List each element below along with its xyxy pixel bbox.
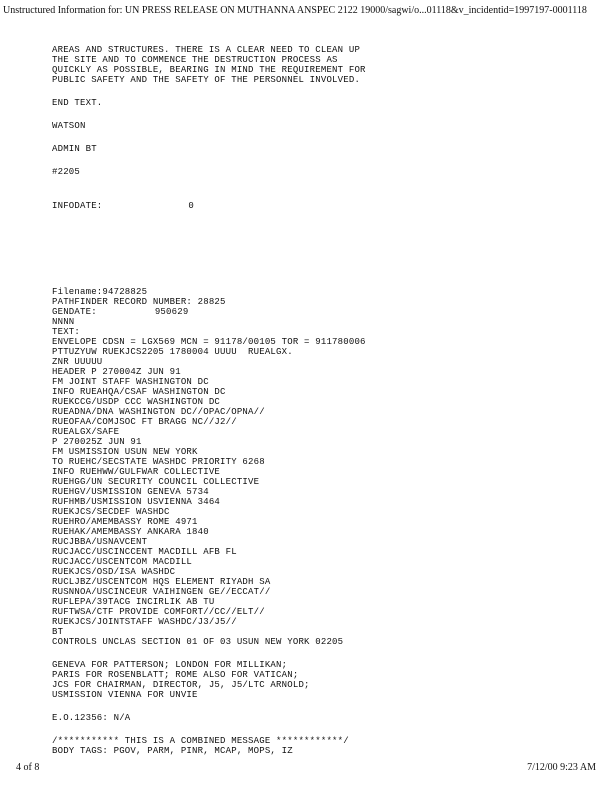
message-line: RUCJACC/USCINCCENT MACDILL AFB FL: [52, 547, 237, 557]
message-line: RUEKCCG/USDP CCC WASHINGTON DC: [52, 397, 221, 407]
print-datetime: 7/12/00 9:23 AM: [527, 762, 596, 773]
message-line: RUEOFAA/COMJSOC FT BRAGG NC//J2//: [52, 417, 237, 427]
routing-line: GENEVA FOR PATTERSON; LONDON FOR MILLIKAN;: [52, 660, 288, 670]
message-line: RUCJBBA/USNAVCENT: [52, 537, 148, 547]
message-line: RUEADNA/DNA WASHINGTON DC//OPAC/OPNA//: [52, 407, 265, 417]
routing-line: PARIS FOR ROSENBLATT; ROME ALSO FOR VATICAN;: [52, 670, 299, 680]
message-line: INFO RUEAHQA/CSAF WASHINGTON DC: [52, 387, 226, 397]
message-line: RUEHAK/AMEMBASSY ANKARA 1840: [52, 527, 209, 537]
message-line: INFO RUEHWW/GULFWAR COLLECTIVE: [52, 467, 221, 477]
print-footer: [0, 762, 612, 778]
message-line: RUFHMB/USMISSION USVIENNA 3464: [52, 497, 221, 507]
print-header-title: Unstructured Information for: UN PRESS RELEASE ON MUTHANNA ANSPEC 2122 19000/sagwi/o...01118&v_incidentid=1997197-0001118: [3, 5, 587, 16]
message-line: RUEHRO/AMEMBASSY ROME 4971: [52, 517, 198, 527]
message-line: FM USMISSION USUN NEW YORK: [52, 447, 198, 457]
intro-line: THE SITE AND TO COMMENCE THE DESTRUCTION PROCESS AS: [52, 55, 338, 65]
message-line: HEADER P 270004Z JUN 91: [52, 367, 181, 377]
routing-line: USMISSION VIENNA FOR UNVIE: [52, 690, 198, 700]
gendate-row: [52, 307, 572, 317]
message-line: TO RUEHC/SECSTATE WASHDC PRIORITY 6268: [52, 457, 265, 467]
infodate-label: INFODATE:: [52, 201, 103, 211]
message-line: RUSNNOA/USCINCEUR VAIHINGEN GE//ECCAT//: [52, 587, 271, 597]
message-line: RUEHGG/UN SECURITY COUNCIL COLLECTIVE: [52, 477, 260, 487]
body-tags: BODY TAGS: PGOV, PARM, PINR, MCAP, MOPS, IZ: [52, 746, 293, 756]
message-line: RUFLEPA/39TACG INCIRLIK AB TU: [52, 597, 215, 607]
message-line: RUFTWSA/CTF PROVIDE COMFORT//CC//ELT//: [52, 607, 265, 617]
intro-line: QUICKLY AS POSSIBLE, BEARING IN MIND THE REQUIREMENT FOR: [52, 65, 366, 75]
admin-line: ADMIN BT: [52, 144, 97, 154]
text-label: TEXT:: [52, 327, 81, 337]
message-line: RUCLJBZ/USCENTCOM HQS ELEMENT RIYADH SA: [52, 577, 271, 587]
combined-message-banner: /*********** THIS IS A COMBINED MESSAGE ************/: [52, 736, 349, 746]
message-line: CONTROLS UNCLAS SECTION 01 OF 03 USUN NEW YORK 02205: [52, 637, 344, 647]
message-line: RUEKJCS/OSD/ISA WASHDC: [52, 567, 176, 577]
message-line: RUCJACC/USCENTCOM MACDILL: [52, 557, 193, 567]
message-line: ZNR UUUUU: [52, 357, 103, 367]
message-line: ENVELOPE CDSN = LGX569 MCN = 91178/00105 TOR = 911780006: [52, 337, 366, 347]
pathfinder-record: PATHFINDER RECORD NUMBER: 28825: [52, 297, 226, 307]
filename: Filename:94728825: [52, 287, 148, 297]
infodate-row: [52, 201, 572, 211]
routing-line: JCS FOR CHAIRMAN, DIRECTOR, J5, J5/LTC ARNOLD;: [52, 680, 310, 690]
message-line: PTTUZYUW RUEKJCS2205 1780004 UUUU RUEALGX.: [52, 347, 293, 357]
message-line: P 270025Z JUN 91: [52, 437, 142, 447]
end-text: END TEXT.: [52, 98, 103, 108]
message-line: RUEALGX/SAFE: [52, 427, 120, 437]
message-line: BT: [52, 627, 64, 637]
intro-line: AREAS AND STRUCTURES. THERE IS A CLEAR NEED TO CLEAN UP: [52, 45, 361, 55]
infodate-value: 0: [188, 201, 195, 211]
signer: WATSON: [52, 121, 86, 131]
gendate-label: GENDATE:: [52, 307, 97, 317]
message-line: RUEHGV/USMISSION GENEVA 5734: [52, 487, 209, 497]
cable-body: [52, 45, 572, 756]
message-line: RUEKJCS/SECDEF WASHDC: [52, 507, 170, 517]
message-line: FM JOINT STAFF WASHINGTON DC: [52, 377, 209, 387]
message-line: RUEKJCS/JOINTSTAFF WASHDC/J3/J5//: [52, 617, 237, 627]
gendate-value: 950629: [154, 307, 189, 317]
nnnn-marker: NNNN: [52, 317, 75, 327]
page-number: 4 of 8: [16, 762, 40, 773]
executive-order: E.O.12356: N/A: [52, 713, 131, 723]
message-number: #2205: [52, 167, 81, 177]
intro-line: PUBLIC SAFETY AND THE SAFETY OF THE PERSONNEL INVOLVED.: [52, 75, 361, 85]
